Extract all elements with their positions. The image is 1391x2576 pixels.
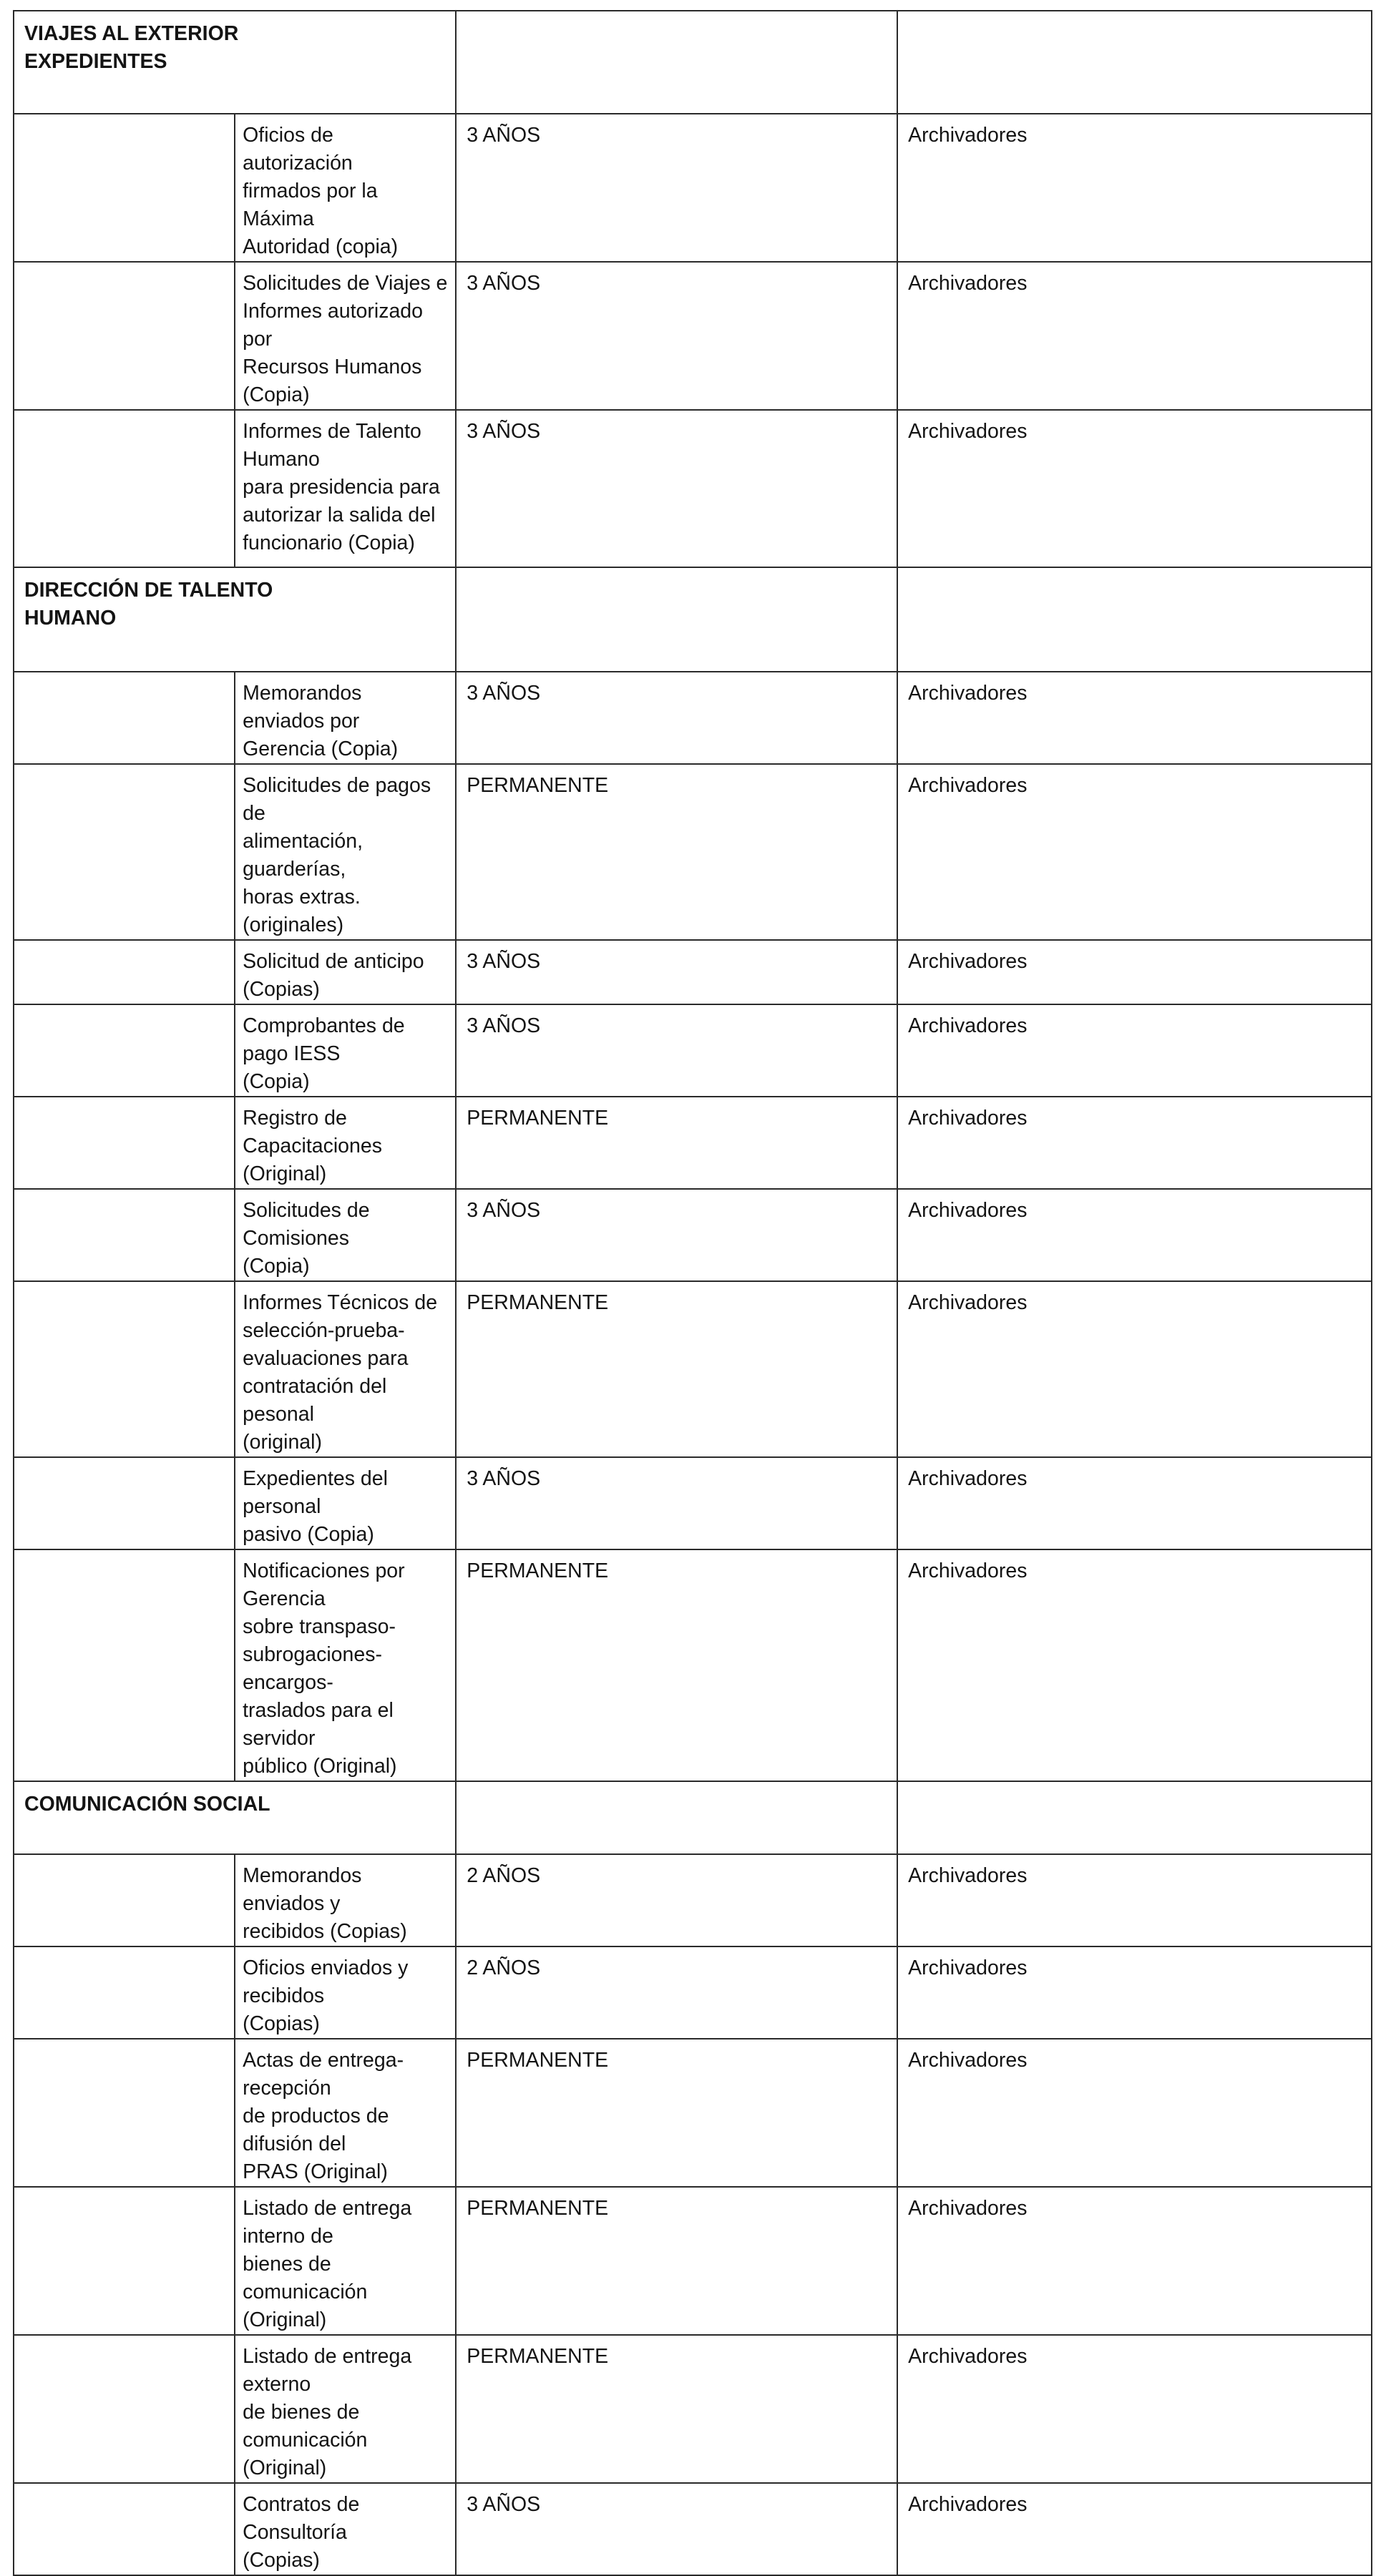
empty-cell (14, 1946, 235, 2039)
section-title-cell (14, 567, 456, 672)
section-header-row (14, 1781, 1372, 1854)
document-cell (235, 2187, 456, 2335)
location-cell (897, 1004, 1372, 1097)
storage-location: Archivadores (908, 682, 1028, 705)
location-cell (897, 764, 1372, 940)
empty-cell (14, 1097, 235, 1189)
location-cell (897, 672, 1372, 764)
table-row (14, 114, 1372, 262)
retention-period: 3 AÑOS (467, 1014, 541, 1037)
location-cell (897, 2187, 1372, 2335)
retention-period: 3 AÑOS (467, 950, 541, 973)
retention-period: 3 AÑOS (467, 272, 541, 295)
table-row (14, 410, 1372, 567)
retention-period: 3 AÑOS (467, 1467, 541, 1490)
document-type: Notificaciones por Gerencia sobre transpaso- subrogaciones-encargos- traslados para el servidor público (Original) (243, 1559, 405, 1778)
document-type: Informes de Talento Humano para presidencia para autorizar la salida del funcionario (Copia) (243, 420, 440, 554)
retention-period: 3 AÑOS (467, 2493, 541, 2516)
document-cell (235, 262, 456, 410)
location-cell (897, 1946, 1372, 2039)
retention-period: 3 AÑOS (467, 124, 541, 147)
table-row (14, 2335, 1372, 2483)
retention-cell (456, 940, 897, 1004)
retention-period: PERMANENTE (467, 2049, 609, 2072)
retention-period: 3 AÑOS (467, 682, 541, 705)
table-row (14, 1189, 1372, 1281)
document-cell (235, 2483, 456, 2575)
storage-location: Archivadores (908, 272, 1028, 295)
retention-period: 2 AÑOS (467, 1864, 541, 1887)
empty-cell (456, 1781, 897, 1854)
retention-cell (456, 1189, 897, 1281)
retention-table (13, 10, 1372, 2576)
empty-cell (14, 1281, 235, 1457)
document-type: Registro de Capacitaciones (Original) (243, 1107, 382, 1185)
document-cell (235, 2039, 456, 2187)
empty-cell (14, 1457, 235, 1549)
storage-location: Archivadores (908, 124, 1028, 147)
document-cell (235, 1097, 456, 1189)
document-cell (235, 940, 456, 1004)
empty-cell (14, 114, 235, 262)
storage-location: Archivadores (908, 1559, 1028, 1582)
storage-location: Archivadores (908, 950, 1028, 973)
table-row (14, 764, 1372, 940)
document-cell (235, 114, 456, 262)
document-cell (235, 1549, 456, 1781)
location-cell (897, 262, 1372, 410)
storage-location: Archivadores (908, 2345, 1028, 2368)
document-type: Solicitudes de Comisiones (Copia) (243, 1199, 370, 1278)
location-cell (897, 1281, 1372, 1457)
document-type: Actas de entrega-recepción de productos de difusión del PRAS (Original) (243, 2049, 404, 2183)
table-row (14, 262, 1372, 410)
table-row (14, 1281, 1372, 1457)
document-type: Comprobantes de pago IESS (Copia) (243, 1014, 405, 1093)
table-row (14, 1004, 1372, 1097)
location-cell (897, 1189, 1372, 1281)
document-type: Oficios enviados y recibidos (Copias) (243, 1957, 409, 2035)
retention-cell (456, 764, 897, 940)
retention-period: PERMANENTE (467, 2345, 609, 2368)
document-cell (235, 410, 456, 567)
retention-period: 2 AÑOS (467, 1957, 541, 1979)
location-cell (897, 2335, 1372, 2483)
document-cell (235, 672, 456, 764)
retention-cell (456, 1549, 897, 1781)
document-type: Solicitud de anticipo (Copias) (243, 950, 424, 1001)
table-row (14, 1854, 1372, 1946)
retention-cell (456, 2187, 897, 2335)
table-row (14, 1549, 1372, 1781)
empty-cell (456, 567, 897, 672)
empty-cell (897, 1781, 1372, 1854)
document-page (13, 10, 1372, 2576)
storage-location: Archivadores (908, 1199, 1028, 1222)
section-header-row (14, 567, 1372, 672)
document-type: Listado de entrega externo de bienes de comunicación (Original) (243, 2345, 412, 2479)
location-cell (897, 940, 1372, 1004)
table-row (14, 940, 1372, 1004)
retention-period: 3 AÑOS (467, 1199, 541, 1222)
retention-cell (456, 410, 897, 567)
retention-cell (456, 1281, 897, 1457)
empty-cell (897, 11, 1372, 114)
retention-cell (456, 1946, 897, 2039)
empty-cell (14, 1189, 235, 1281)
retention-period: 3 AÑOS (467, 420, 541, 443)
retention-cell (456, 1854, 897, 1946)
location-cell (897, 114, 1372, 262)
empty-cell (14, 2039, 235, 2187)
table-row (14, 2187, 1372, 2335)
retention-period: PERMANENTE (467, 774, 609, 797)
location-cell (897, 1457, 1372, 1549)
section-title: VIAJES AL EXTERIOR EXPEDIENTES (24, 22, 239, 73)
location-cell (897, 410, 1372, 567)
empty-cell (14, 262, 235, 410)
empty-cell (14, 2187, 235, 2335)
empty-cell (456, 11, 897, 114)
retention-period: PERMANENTE (467, 1291, 609, 1314)
storage-location: Archivadores (908, 1957, 1028, 1979)
storage-location: Archivadores (908, 1107, 1028, 1130)
document-type: Memorandos enviados por Gerencia (Copia) (243, 682, 399, 760)
table-row (14, 2039, 1372, 2187)
document-type: Oficios de autorización firmados por la Máxima Autoridad (copia) (243, 124, 399, 258)
section-title-cell (14, 1781, 456, 1854)
storage-location: Archivadores (908, 1467, 1028, 1490)
storage-location: Archivadores (908, 1014, 1028, 1037)
retention-cell (456, 262, 897, 410)
retention-cell (456, 1004, 897, 1097)
empty-cell (14, 2483, 235, 2575)
retention-period: PERMANENTE (467, 2197, 609, 2220)
document-type: Solicitudes de pagos de alimentación, guarderías, horas extras. (originales) (243, 774, 431, 936)
retention-cell (456, 2483, 897, 2575)
document-cell (235, 1281, 456, 1457)
empty-cell (14, 1549, 235, 1781)
storage-location: Archivadores (908, 774, 1028, 797)
table-row (14, 2483, 1372, 2575)
document-cell (235, 1854, 456, 1946)
location-cell (897, 2039, 1372, 2187)
document-cell (235, 2335, 456, 2483)
empty-cell (14, 1004, 235, 1097)
section-header-row (14, 11, 1372, 114)
retention-cell (456, 1097, 897, 1189)
document-cell (235, 1457, 456, 1549)
empty-cell (14, 940, 235, 1004)
retention-period: PERMANENTE (467, 1559, 609, 1582)
empty-cell (14, 2335, 235, 2483)
section-title: DIRECCIÓN DE TALENTO HUMANO (24, 579, 273, 630)
empty-cell (14, 410, 235, 567)
document-type: Memorandos enviados y recibidos (Copias) (243, 1864, 407, 1943)
location-cell (897, 1097, 1372, 1189)
empty-cell (14, 1854, 235, 1946)
document-type: Solicitudes de Viajes e Informes autorizado por Recursos Humanos (Copia) (243, 272, 448, 406)
location-cell (897, 2483, 1372, 2575)
retention-cell (456, 672, 897, 764)
document-cell (235, 1189, 456, 1281)
retention-cell (456, 2039, 897, 2187)
document-type: Informes Técnicos de selección-prueba- evaluaciones para contratación del pesonal (original) (243, 1291, 438, 1454)
table-row (14, 672, 1372, 764)
table-row (14, 1946, 1372, 2039)
storage-location: Archivadores (908, 2493, 1028, 2516)
storage-location: Archivadores (908, 420, 1028, 443)
storage-location: Archivadores (908, 2049, 1028, 2072)
empty-cell (897, 567, 1372, 672)
document-type: Listado de entrega interno de bienes de comunicación (Original) (243, 2197, 412, 2331)
table-row (14, 1457, 1372, 1549)
table-row (14, 1097, 1372, 1189)
section-title-cell (14, 11, 456, 114)
empty-cell (14, 764, 235, 940)
retention-period: PERMANENTE (467, 1107, 609, 1130)
document-type: Contratos de Consultoría (Copias) (243, 2493, 360, 2572)
section-title: COMUNICACIÓN SOCIAL (24, 1793, 270, 1816)
storage-location: Archivadores (908, 1291, 1028, 1314)
document-type: Expedientes del personal pasivo (Copia) (243, 1467, 388, 1546)
location-cell (897, 1549, 1372, 1781)
location-cell (897, 1854, 1372, 1946)
document-cell (235, 1946, 456, 2039)
empty-cell (14, 672, 235, 764)
retention-cell (456, 1457, 897, 1549)
storage-location: Archivadores (908, 1864, 1028, 1887)
document-cell (235, 764, 456, 940)
retention-cell (456, 114, 897, 262)
retention-cell (456, 2335, 897, 2483)
document-cell (235, 1004, 456, 1097)
storage-location: Archivadores (908, 2197, 1028, 2220)
